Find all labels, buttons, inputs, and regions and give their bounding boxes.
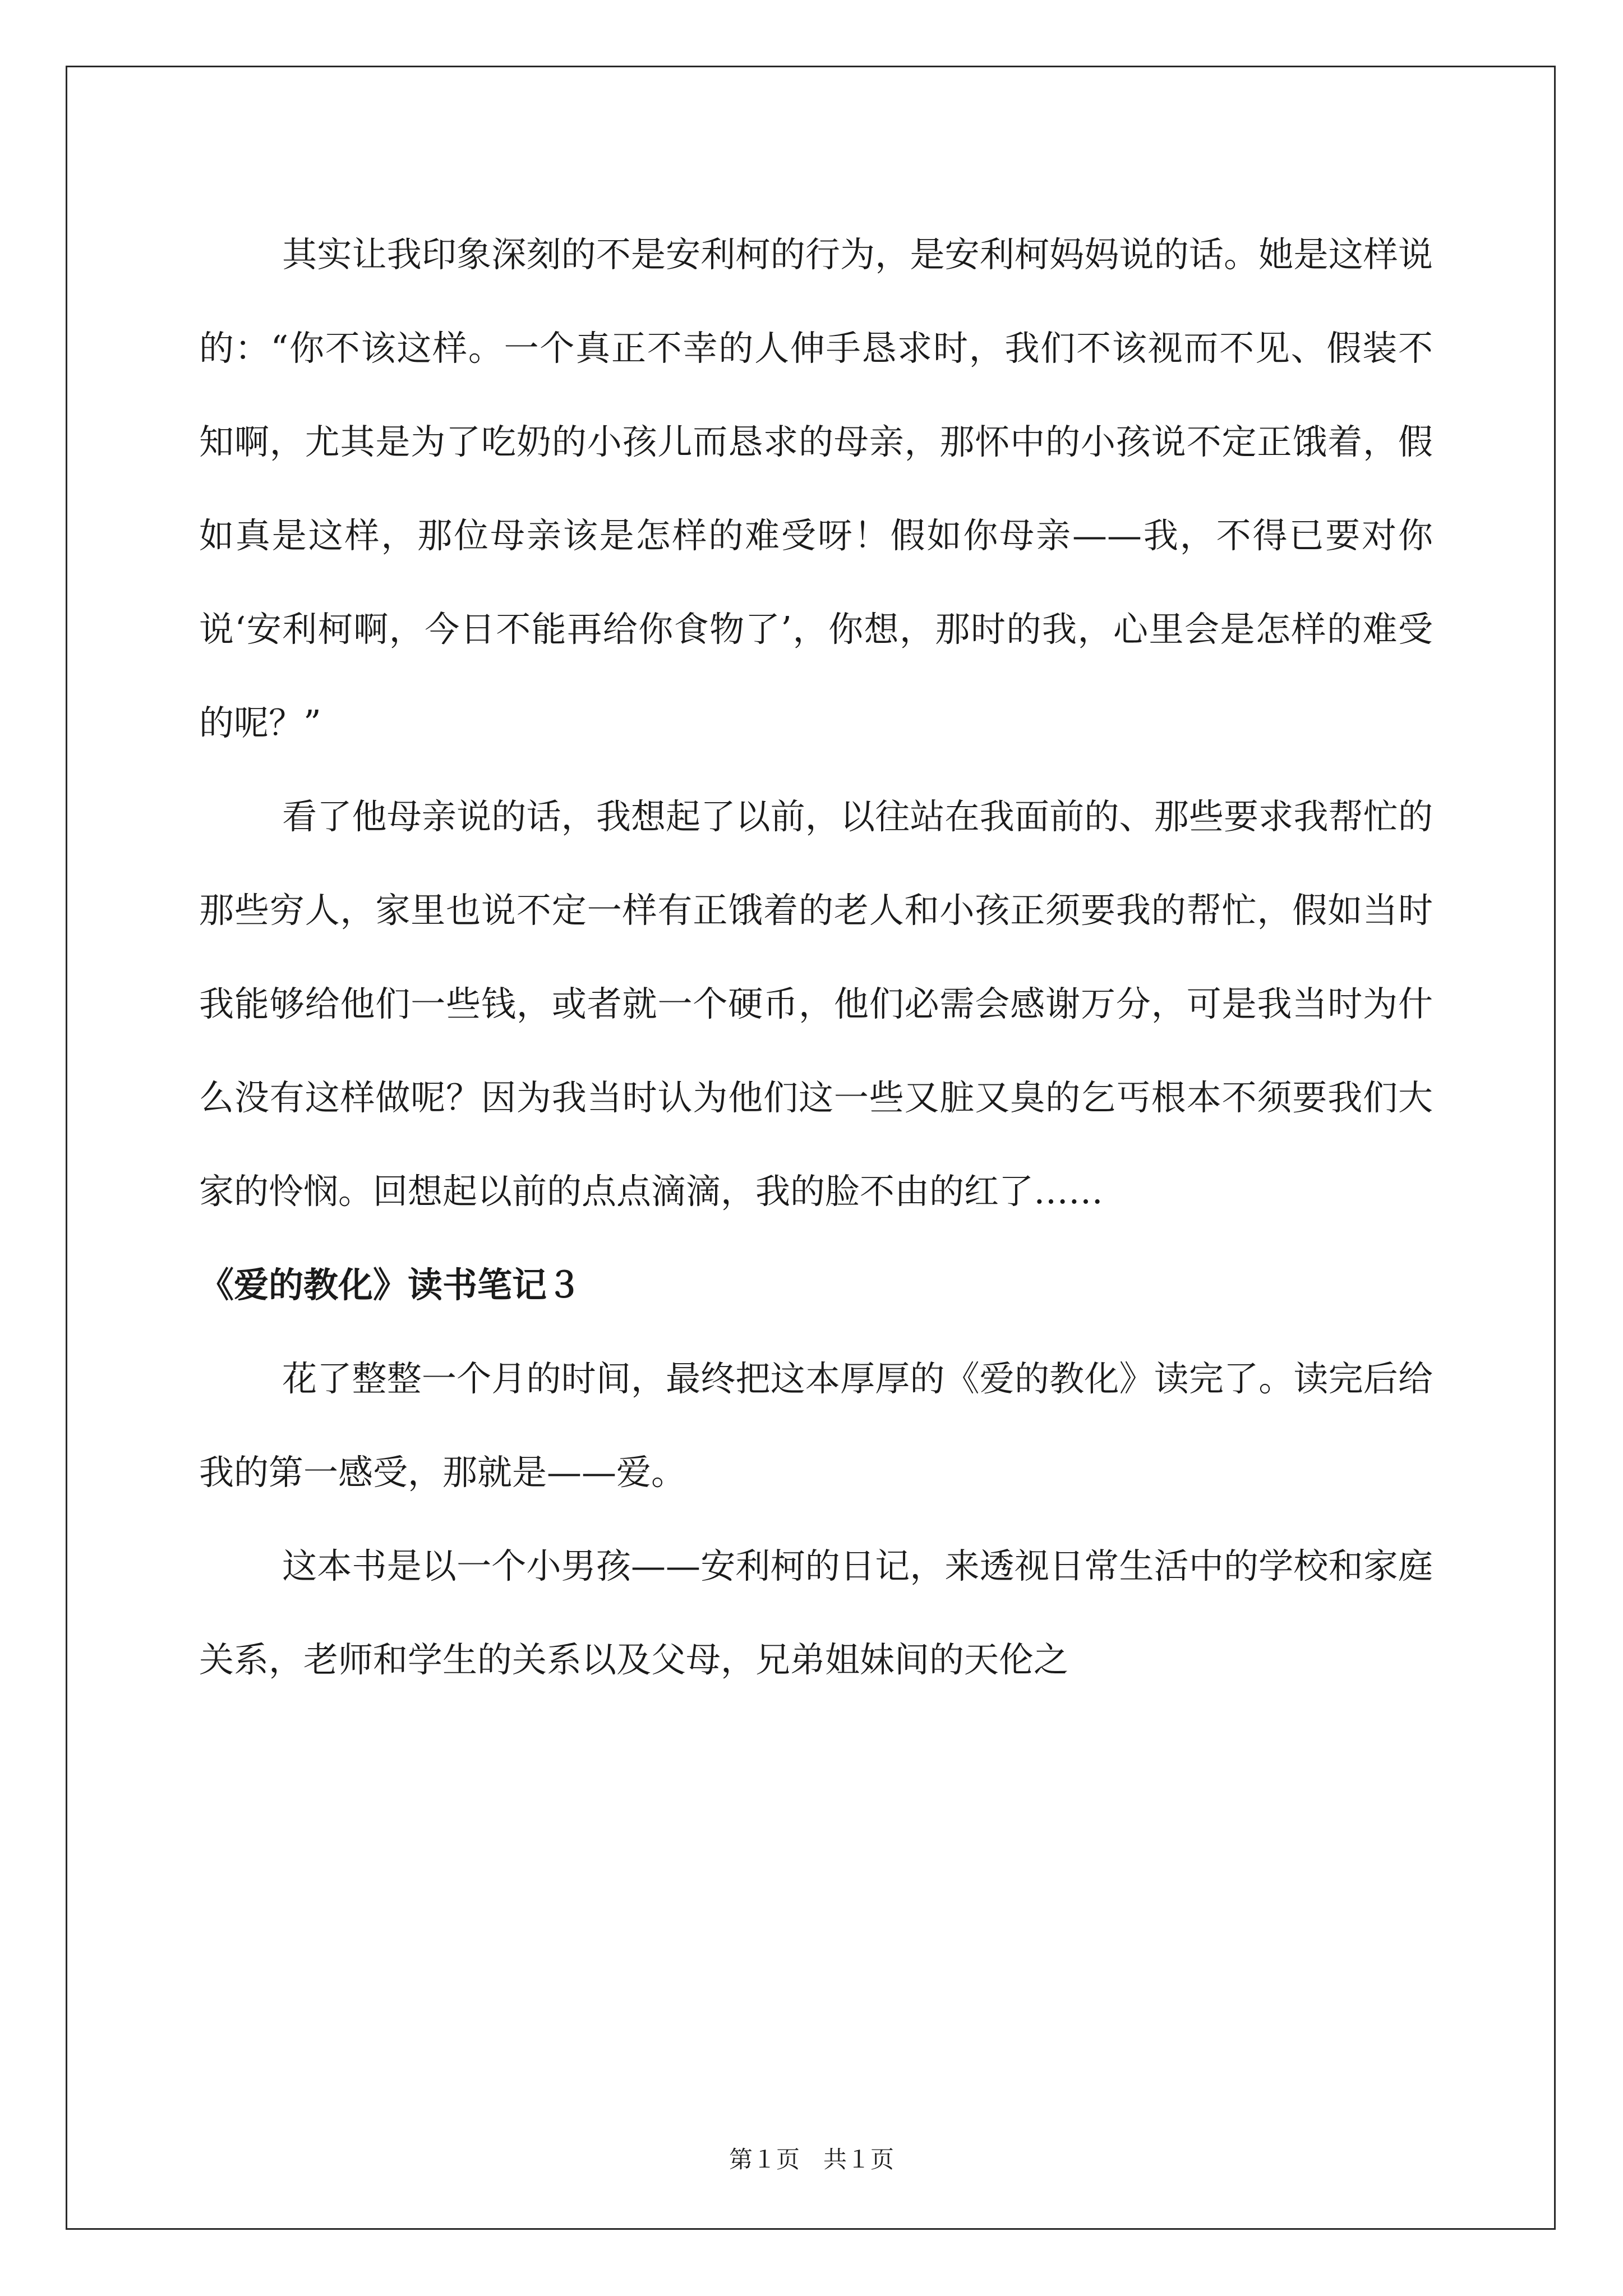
paragraph-reflection: 看了他母亲说的话，我想起了以前，以往站在我面前的、那些要求我帮忙的那些穷人，家里也说不定一样有正饿着的老人和小孩正须要我的帮忙，假如当时我能够给他们一些钱，或者就一个硬币，他们必需会感谢万分，可是我当时为什么没有这样做呢？因为我当时认为他们这一些又脏又臭的乞丐根本不须要我们大家的怜悯。回想起以前的点点滴滴，我的脸不由的红了…… xyxy=(199,796,1433,1212)
document-body xyxy=(199,208,1433,1706)
page-footer: 第１页 共１页 xyxy=(728,2146,894,2173)
section-heading: 《爱的教化》读书笔记３ xyxy=(199,1264,582,1305)
paragraph-mother-speech: 其实让我印象深刻的不是安利柯的行为，是安利柯妈妈说的话。她是这样说的：“你不该这样。一个真正不幸的人伸手恳求时，我们不该视而不见、假装不知啊，尤其是为了吃奶的小孩儿而恳求的母亲，那怀中的小孩说不定正饿着，假如真是这样，那位母亲该是怎样的难受呀！假如你母亲——我，不得已要对你说‘安利柯啊，今日不能再给你食物了’，你想，那时的我，心里会是怎样的难受的呢？” xyxy=(199,234,1433,743)
paragraph-book-intro: 这本书是以一个小男孩——安利柯的日记，来透视日常生活中的学校和家庭关系，老师和学生的关系以及父母，兄弟姐妹间的天伦之 xyxy=(199,1545,1433,1680)
paragraph-first-impression: 花了整整一个月的时间，最终把这本厚厚的《爱的教化》读完了。读完后给我的第一感受，那就是——爱。 xyxy=(199,1358,1433,1493)
